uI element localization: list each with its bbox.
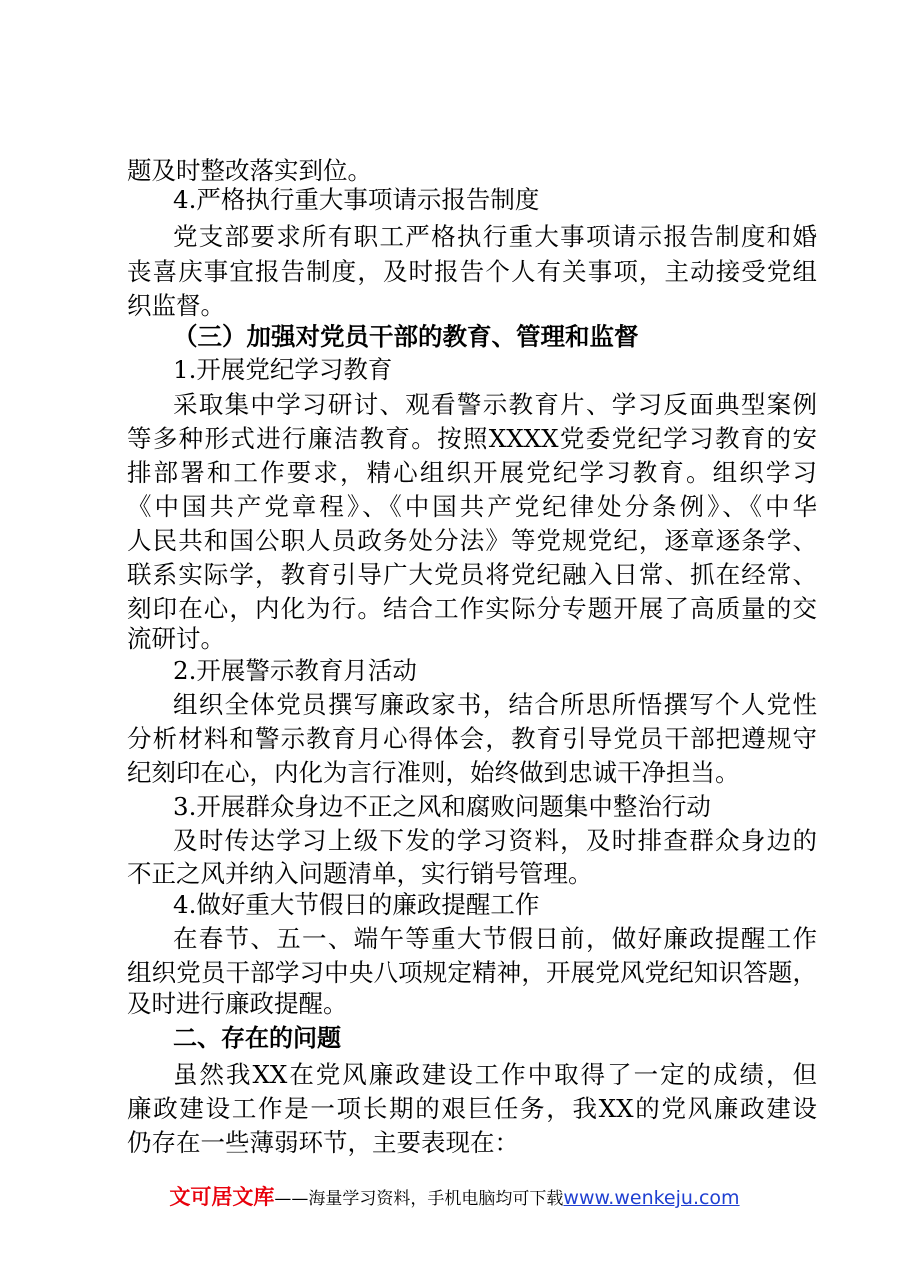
paragraph-line: 联系实际学，教育引导广大党员将党纪融入日常、抓在经常、 — [127, 560, 817, 589]
item-heading: 3.开展群众身边不正之风和腐败问题集中整治行动 — [173, 792, 711, 821]
footer-banner — [0, 1181, 909, 1213]
paragraph-line: 题及时整改落实到位。 — [127, 156, 372, 185]
paragraph-line: 纪刻印在心，内化为言行准则，始终做到忠诚干净担当。 — [127, 758, 740, 787]
paragraph-line: 及时进行廉政提醒。 — [127, 989, 348, 1018]
paragraph-line: 虽然我XX在党风廉政建设工作中取得了一定的成绩，但 — [173, 1060, 817, 1089]
paragraph-line: 人民共和国公职人员政务处分法》等党规党纪，逐章逐条学、 — [127, 526, 817, 555]
paragraph-line: 组织党员干部学习中央八项规定精神，开展党风党纪知识答题， — [127, 958, 817, 987]
paragraph-line: 织监督。 — [127, 291, 225, 320]
paragraph-line: 在春节、五一、端午等重大节假日前，做好廉政提醒工作 — [173, 924, 817, 953]
paragraph-line: 及时传达学习上级下发的学习资料，及时排查群众身边的 — [173, 826, 817, 855]
paragraph-line: 分析材料和警示教育月心得体会，教育引导党员干部把遵规守 — [127, 724, 817, 753]
item-heading: 4.严格执行重大事项请示报告制度 — [173, 185, 540, 214]
paragraph-line: 等多种形式进行廉洁教育。按照XXXX党委党纪学习教育的安 — [127, 424, 817, 453]
item-heading: 2.开展警示教育月活动 — [173, 656, 417, 685]
paragraph-line: 党支部要求所有职工严格执行重大事项请示报告制度和婚 — [173, 222, 817, 251]
paragraph-line: 流研讨。 — [127, 624, 225, 653]
paragraph-line: 丧喜庆事宜报告制度，及时报告个人有关事项，主动接受党组 — [127, 257, 817, 286]
paragraph-line: 不正之风并纳入问题清单，实行销号管理。 — [127, 859, 593, 888]
footer-url-link[interactable]: www.wenkeju.com — [563, 1187, 740, 1209]
footer-brand: 文可居文库 — [169, 1185, 275, 1209]
paragraph-line: 《中国共产党章程》、《中国共产党纪律处分条例》、《中华 — [127, 492, 817, 521]
item-heading: 4.做好重大节假日的廉政提醒工作 — [173, 890, 540, 919]
paragraph-line: 排部署和工作要求，精心组织开展党纪学习教育。组织学习 — [127, 458, 817, 487]
paragraph-line: 采取集中学习研讨、观看警示教育片、学习反面典型案例 — [173, 390, 817, 419]
section-heading: 二、存在的问题 — [173, 1024, 341, 1052]
footer-slogan: ——海量学习资料，手机电脑均可下载 — [274, 1189, 564, 1209]
item-heading: 1.开展党纪学习教育 — [173, 355, 393, 384]
paragraph-line: 廉政建设工作是一项长期的艰巨任务，我XX的党风廉政建设 — [127, 1094, 817, 1123]
paragraph-line: 组织全体党员撰写廉政家书，结合所思所悟撰写个人党性 — [173, 690, 817, 719]
paragraph-line: 仍存在一些薄弱环节，主要表现在： — [127, 1128, 519, 1157]
section-subheading: （三）加强对党员干部的教育、管理和监督 — [173, 322, 639, 351]
paragraph-line: 刻印在心，内化为行。结合工作实际分专题开展了高质量的交 — [127, 594, 817, 623]
